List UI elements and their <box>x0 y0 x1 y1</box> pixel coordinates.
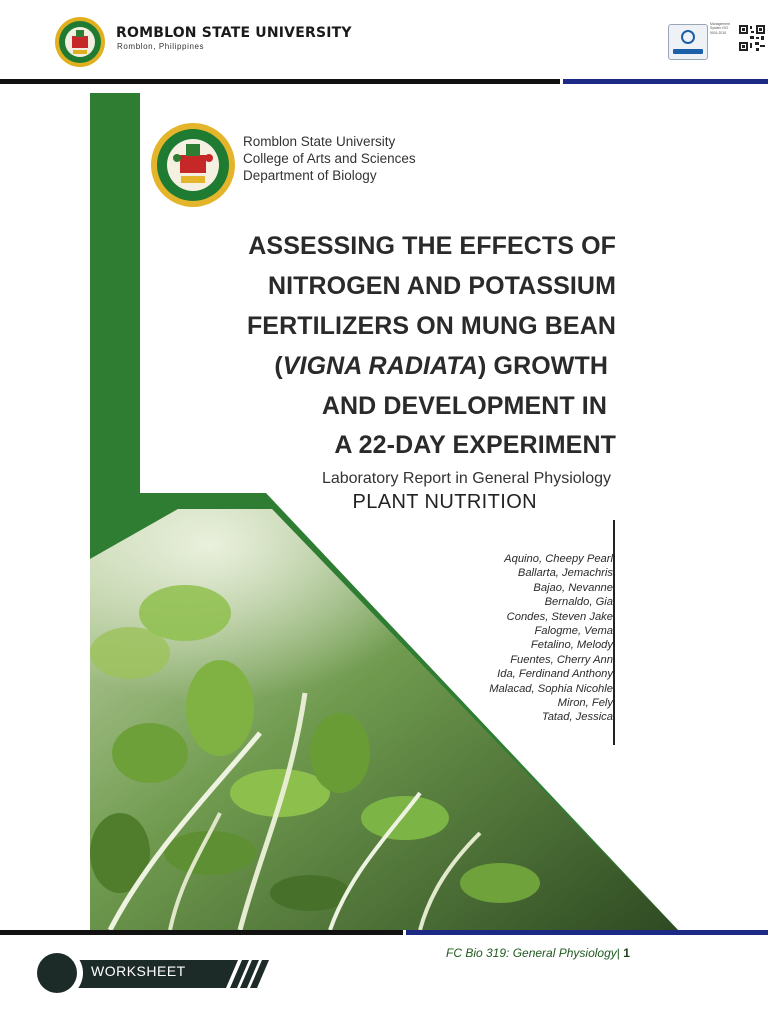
certification-text: Management System ISO 9001:2015 <box>710 22 730 35</box>
author-name: Falogme, Vema <box>534 625 613 638</box>
report-subtitle: Laboratory Report in General Physiology <box>321 470 611 487</box>
author-name: Miron, Fely <box>557 697 613 710</box>
author-name: Bernaldo, Gia <box>544 596 613 609</box>
header-location: Romblon, Philippines <box>117 42 205 51</box>
institution-name: Romblon State University <box>243 134 396 149</box>
footer-course-page <box>446 946 630 960</box>
cover-university-seal-logo <box>150 122 236 208</box>
course-name: FC Bio 319: General Physiology <box>446 946 617 960</box>
report-title-line-1: ASSESSING THE EFFECTS OF <box>248 232 616 260</box>
department-name: Department of Biology <box>243 168 377 183</box>
authors-list <box>430 552 613 725</box>
report-title-line-6: A 22-DAY EXPERIMENT <box>334 431 616 459</box>
header-rule-blue <box>563 79 768 84</box>
footer-rule-black <box>0 930 403 935</box>
page-number: 1 <box>623 946 630 960</box>
author-name: Bajao, Nevanne <box>533 581 613 594</box>
qr-code-icon <box>738 24 766 52</box>
author-name: Condes, Steven Jake <box>506 610 613 623</box>
author-name: Fuentes, Cherry Ann <box>510 653 613 666</box>
author-name: Malacad, Sophia Nicohle <box>489 682 613 695</box>
university-seal-logo <box>54 16 106 68</box>
title-paren-open: ( <box>274 352 283 380</box>
author-name: Aquino, Cheepy Pearl <box>504 553 613 565</box>
worksheet-label: WORKSHEET <box>91 963 186 979</box>
header-university-name: ROMBLON STATE UNIVERSITY <box>116 25 352 41</box>
footer-rule-blue <box>406 930 768 935</box>
report-title-line-3: FERTILIZERS ON MUNG BEAN <box>246 312 616 340</box>
header-rule-black <box>0 79 560 84</box>
scientific-name: VIGNA RADIATA <box>282 352 479 380</box>
author-name: Fetalino, Melody <box>530 639 613 652</box>
college-name: College of Arts and Sciences <box>243 151 416 166</box>
report-topic: PLANT NUTRITION <box>352 491 537 513</box>
author-name: Ballarta, Jemachris <box>517 567 613 580</box>
authors-divider <box>613 520 615 745</box>
iso-certification-badge <box>668 24 708 60</box>
title-line-4-rest: ) GROWTH <box>478 352 608 380</box>
report-title-line-5: AND DEVELOPMENT IN <box>321 392 607 420</box>
report-title-line-4 <box>274 352 608 381</box>
author-name: Tatad, Jessica <box>541 711 613 724</box>
page-separator: | <box>616 946 620 960</box>
report-title-line-2: NITROGEN AND POTASSIUM <box>267 272 616 300</box>
author-name: Ida, Ferdinand Anthony <box>497 668 613 681</box>
